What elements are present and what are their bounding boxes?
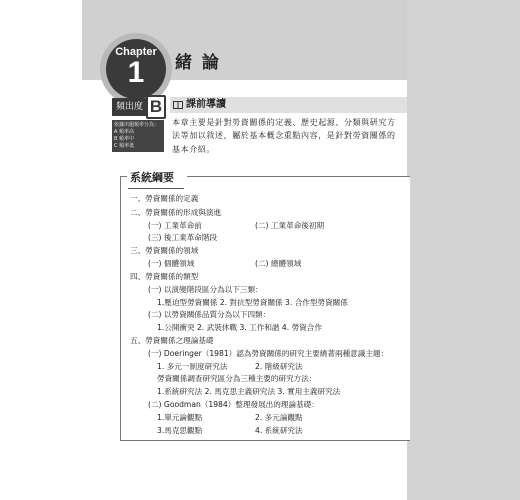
toc-item: 3.馬克思觀點: [157, 426, 203, 435]
toc-title: 系統綱要: [130, 171, 174, 184]
toc-title-underline: [128, 188, 184, 189]
right-margin-bar: [407, 0, 520, 500]
toc-item: 2. 多元論觀點: [255, 413, 303, 422]
preview-line: 法等加以敘述，屬於基本概念重點內容，是針對勞資關係的: [172, 131, 396, 141]
toc-item: (一) 工業革命前: [148, 221, 202, 230]
toc-item: (二) 工業革命後初期: [255, 221, 325, 230]
toc-item: 1.單元論觀點: [157, 413, 203, 422]
chapter-label: Chapter: [115, 46, 157, 58]
frequency-note: 依據出題頻率分為：: [114, 122, 160, 128]
toc-item: 四、勞資關係的類型: [130, 272, 199, 281]
toc-item: (二) 總體領域: [255, 259, 302, 268]
toc-item: (二) Goodman（1984）整理發展出的理論基礎：: [148, 400, 319, 409]
preview-line: 本章主要是針對勞資關係的定義、歷史起源、分類與研究方: [172, 118, 396, 127]
chapter-number: 1: [127, 56, 145, 89]
toc-item: 1.壓迫型勞資關係 2. 對抗型勞資關係 3. 合作型勞資關係: [157, 298, 348, 307]
toc-item: (二) 以勞資關係品質分為以下四類：: [148, 310, 271, 319]
toc-item: (一) Doeringer（1981）認為勞資關係的研究主要繞著兩種意識主題：: [148, 349, 389, 358]
book-icon: [172, 99, 184, 111]
toc-item: 一、勞資關係的定義: [130, 194, 199, 203]
chapter-badge: [106, 39, 166, 99]
toc-item: 三、勞資關係的領域: [130, 246, 199, 255]
frequency-label: 頻出度: [112, 98, 160, 116]
frequency-note: A 頻率高: [114, 129, 135, 135]
toc-item: 4. 系統研究法: [255, 426, 303, 435]
preview-body: [172, 116, 402, 156]
toc-item: (一) 個體領域: [148, 259, 195, 268]
toc-item: 五、勞資關係之理論基礎: [130, 336, 214, 345]
toc-item: 二、勞資關係的形成與演進: [130, 208, 222, 217]
toc-item: 勞資關係調查研究區分為三種主要的研究方法：: [157, 374, 317, 383]
toc-item: (三) 後工業革命階段: [148, 233, 218, 242]
preview-line: 基本介紹。: [172, 144, 215, 154]
toc-item: 1.系統研究法 2. 馬克思主義研究法 3. 實用主義研究法: [157, 387, 341, 396]
frequency-note: C 頻率低: [114, 143, 135, 149]
toc-item: 1.公開衝突 2. 武裝休戰 3. 工作和諧 4. 勞資合作: [157, 323, 322, 332]
toc-item: 2. 階級研究法: [255, 362, 303, 371]
frequency-note: B 頻率中: [114, 136, 135, 142]
chapter-title: 緒 論: [175, 53, 221, 73]
toc-item: (一) 以演變階段區分為以下三類：: [148, 285, 263, 294]
toc-item: 1. 多元一制度研究法: [157, 362, 228, 371]
frequency-grade: B: [146, 95, 166, 119]
preview-label: 課前導讀: [186, 99, 226, 110]
frequency-notes: [112, 120, 164, 152]
